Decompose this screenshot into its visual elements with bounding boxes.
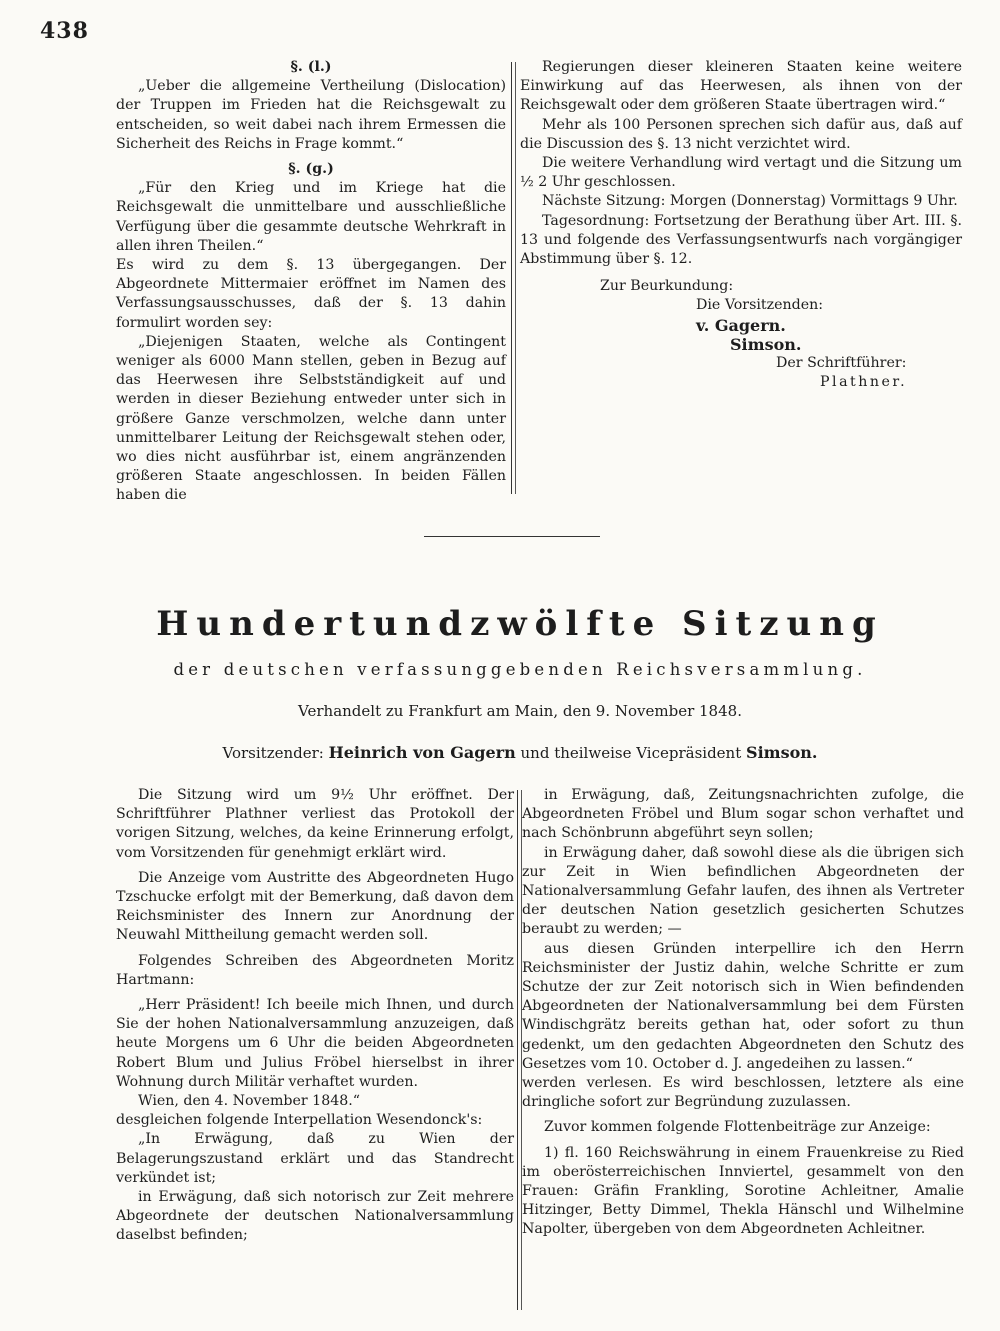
section-l-heading: §. (l.) bbox=[290, 59, 332, 75]
agenda: Tagesordnung: Fortsetzung der Berathung über Art. III. §. 13 und folgende des Verfassungsentwurfs nach vorgängiger Abstimmung über §. 12. bbox=[520, 212, 962, 268]
vice-name: Simson. bbox=[746, 743, 818, 762]
next-session: Nächste Sitzung: Morgen (Donnerstag) Vormittags 9 Uhr. bbox=[542, 193, 958, 210]
resolution-paragraph: werden verlesen. Es wird beschlossen, letztere als eine dringliche sofort zur Begründung zuzulassen. bbox=[522, 1075, 964, 1111]
wesendonck-intro: desgleichen folgende Interpellation Wesendonck's: bbox=[116, 1112, 483, 1129]
chair-mid: und theilweise Vicepräsident bbox=[520, 744, 742, 762]
section-divider bbox=[424, 536, 600, 537]
chair-name: Heinrich von Gagern bbox=[328, 743, 516, 762]
top-column-divider-right bbox=[515, 62, 516, 494]
chair-signature-gagern: v. Gagern. bbox=[696, 315, 786, 335]
transition-paragraph: Es wird zu dem §. 13 übergegangen. Der Abgeordnete Mittermaier eröffnet im Namen des Verfassungsausschusses, daß der §. 13 dahin formulirt worden sey: bbox=[116, 257, 506, 331]
bottom-left-column bbox=[116, 786, 514, 1246]
attestation-label: Zur Beurkundung: bbox=[600, 278, 734, 295]
interpellation-request: aus diesen Gründen interpellire ich den Herrn Reichsminister der Justiz dahin, welche Schritte er zum Schutze der zur Zeit notorisch sich in Wien befindenden Abgeordneten der Nationalversammlung bei dem Fürsten Windischgrätz bereits gethan hat, oder sofort zu thun gedenkt, um den gedachten Abgeordneten den Schutz des Gesetzes vom 10. October d. J. angedeihen zu lassen.“ bbox=[522, 940, 964, 1072]
section-g-heading: §. (g.) bbox=[288, 161, 334, 178]
section-13-quote: „Diejenigen Staaten, welche als Contingent weniger als 6000 Mann stellen, geben in Bezug auf das Heerwesen ihre Selbstständigkeit auf und werden in dieser Beziehung entweder unter sich in größere Ganze verschmolzen, welche dann unter unmittelbarer Leitung der Reichsgewalt stehen oder, wo dies nicht ausführbar ist, einem angränzenden größeren Staate angeschlossen. In beiden Fällen haben die bbox=[116, 333, 506, 504]
hartmann-letter-intro: Folgendes Schreiben des Abgeordneten Moritz Hartmann: bbox=[116, 952, 514, 988]
section-g-text: „Für den Krieg und im Kriege hat die Reichsgewalt die unmittelbare und ausschließliche Verfügung über die gesammte deutsche Wehrkraft in allen ihren Theilen.“ bbox=[116, 180, 506, 254]
bottom-right-column bbox=[522, 786, 964, 1240]
adjournment: Die weitere Verhandlung wird vertagt und die Sitzung um ½ 2 Uhr geschlossen. bbox=[520, 155, 962, 191]
hartmann-letter: „Herr Präsident! Ich beeile mich Ihnen, und durch Sie der hohen Nationalversammlung anzuzeigen, daß heute Morgens um 6 Uhr die beiden Abgeordneten Robert Blum und Julius Fröbel hierselbst in ihrer Wohnung durch Militär verhaftet wurden. bbox=[116, 997, 514, 1090]
interpellation-clause-4: in Erwägung daher, daß sowohl diese als die übrigen sich zur Zeit in Wien befindlichen Abgeordneten der Nationalversammlung Gefahr laufen, des ihnen als Vertreter der deutschen Nation gesetzlich gesicherten Schutzes beraubt zu werden; — bbox=[522, 844, 964, 938]
top-right-column bbox=[520, 58, 962, 392]
page-number: 438 bbox=[40, 18, 89, 44]
quote-continuation: Regierungen dieser kleineren Staaten keine weitere Einwirkung auf das Heerwesen, als ihnen von der Reichsgewalt oder dem größeren Staate übertragen wird.“ bbox=[520, 59, 962, 114]
discussion-vote: Mehr als 100 Personen sprechen sich dafür aus, daß auf die Discussion des §. 13 nicht verzichtet wird. bbox=[520, 116, 962, 152]
chair-signature-simson: Simson. bbox=[730, 334, 802, 354]
signature-block bbox=[520, 277, 962, 392]
fleet-contribution-1: 1) fl. 160 Reichswährung in einem Frauenkreise zu Ried im oberösterreichischen Innviertel, gesammelt von den Frauen: Gräfin Frankling, Sorotine Achleitner, Amalie Hitzinger, Betty Dimmel, Thekla Hänschl und Wilhelmine Napolter, übergeben von dem Abgeordneten Achleitner. bbox=[522, 1144, 964, 1238]
opening-paragraph: Die Sitzung wird um 9½ Uhr eröffnet. Der Schriftführer Plathner verliest das Protokoll der vorigen Sitzung, welches, da keine Erinnerung erfolgt, vom Vorsitzenden für genehmigt erklärt wird. bbox=[116, 787, 514, 861]
session-title: Hundertundzwölfte Sitzung bbox=[156, 604, 884, 644]
session-subtitle: der deutschen verfassunggebenden Reichsversammlung. bbox=[173, 660, 867, 679]
secretary-signature: Plathner. bbox=[820, 374, 908, 391]
chairs-label: Die Vorsitzenden: bbox=[696, 297, 824, 314]
interpellation-clause-3: in Erwägung, daß, Zeitungsnachrichten zufolge, die Abgeordneten Fröbel und Blum sogar schon verhaftet und nach Schönbrunn abgeführt seyn sollen; bbox=[522, 787, 964, 842]
session-chair-line bbox=[120, 743, 920, 762]
secretary-label: Der Schriftführer: bbox=[776, 355, 907, 372]
bottom-column-divider-left bbox=[517, 790, 518, 1310]
top-left-column bbox=[116, 58, 506, 506]
chair-prefix: Vorsitzender: bbox=[222, 744, 324, 762]
interpellation-clause-1: „In Erwägung, daß zu Wien der Belagerungszustand erklärt und das Standrecht verkündet ist; bbox=[116, 1131, 514, 1186]
section-l-text: „Ueber die allgemeine Vertheilung (Dislocation) der Truppen im Frieden hat die Reichsgewalt zu entscheiden, so weit dabei nach ihrem Ermessen die Sicherheit des Reichs in Frage kommt.“ bbox=[116, 78, 506, 152]
resignation-paragraph: Die Anzeige vom Austritte des Abgeordneten Hugo Tzschucke erfolgt mit der Bemerkung, daß davon dem Reichsminister des Innern zur Anordnung der Neuwahl Mittheilung gemacht werden soll. bbox=[116, 869, 514, 944]
top-column-divider-left bbox=[511, 62, 512, 494]
letter-date: Wien, den 4. November 1848.“ bbox=[138, 1093, 361, 1110]
interpellation-clause-2: in Erwägung, daß sich notorisch zur Zeit mehrere Abgeordnete der deutschen Nationalversammlung daselbst befinden; bbox=[116, 1189, 514, 1244]
session-dateline: Verhandelt zu Frankfurt am Main, den 9. November 1848. bbox=[298, 702, 742, 720]
fleet-contributions-intro: Zuvor kommen folgende Flottenbeiträge zur Anzeige: bbox=[544, 1119, 931, 1136]
